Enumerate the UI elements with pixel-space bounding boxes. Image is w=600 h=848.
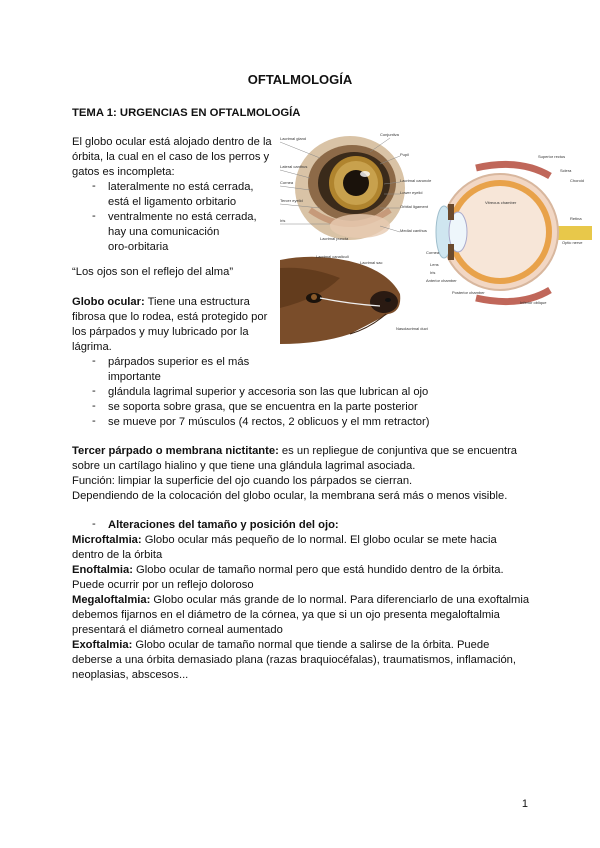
bullet-dash: -: [92, 355, 96, 367]
quote: “Los ojos son el reflejo del alma”: [72, 266, 234, 278]
figure-label: Lateral canthus: [280, 164, 308, 169]
eye-anatomy-figure: [280, 128, 592, 348]
term-line: [72, 593, 529, 608]
figure-label: Orbital ligament: [400, 204, 429, 209]
term: Megaloftalmia:: [72, 594, 151, 606]
figure-label: Medial canthus: [400, 228, 427, 233]
figure-label: Cornea: [280, 180, 294, 185]
bullet-text: hay una comunicación: [108, 226, 220, 238]
term-text: Globo ocular más pequeño de lo normal. El globo ocular se mete hacia: [141, 534, 497, 546]
term: Microftalmia:: [72, 534, 142, 546]
text-line: presentará el diámetro corneal aumentado: [72, 624, 283, 636]
figure-label: Choroid: [570, 178, 585, 183]
figure-label: Pupil: [400, 152, 409, 157]
bullet-dash: -: [92, 518, 96, 530]
tercer-line: Función: limpiar la superficie del ojo cuando los párpados se cierran.: [72, 475, 413, 487]
term-text: Globo ocular de tamaño normal pero que está hundido dentro de la órbita.: [132, 564, 504, 576]
figure-label: Vitreous chamber: [485, 200, 517, 205]
tercer-line: sobre un cartílago hialino y que tiene una glándula lagrimal asociada.: [72, 460, 416, 472]
figure-label: Lacrimal sac: [360, 260, 383, 265]
bullet-text: se mueve por 7 músculos (4 rectos, 2 oblicuos y el mm retractor): [108, 416, 430, 428]
globo-first-line: [72, 295, 250, 310]
page-number: 1: [521, 798, 528, 810]
term-line: [72, 533, 497, 548]
figure-label: Anterior chamber: [426, 278, 457, 283]
term: Exoftalmia:: [72, 639, 133, 651]
figure-label: Nasolacrimal duct: [396, 326, 428, 331]
figure-label: Lacrimal caruncle: [400, 178, 432, 183]
figure-label: Iris: [430, 270, 436, 275]
tercer-first-line: [72, 444, 517, 459]
bullet-text: oro-orbitaria: [108, 241, 169, 253]
globo-line: lágrima.: [72, 341, 112, 353]
figure-label: Tercer eyelid: [280, 198, 303, 203]
figure-label: Inferior oblique: [520, 300, 547, 305]
topic-heading: TEMA 1: URGENCIAS EN OFTALMOLOGÍA: [72, 107, 301, 119]
figure-label: Lens: [430, 262, 439, 267]
intro-line: gatos es incompleta:: [72, 166, 175, 178]
bullet-text: importante: [108, 371, 161, 383]
figure-label: Lacrimal gland: [280, 136, 307, 141]
figure-label: Iris: [280, 218, 286, 223]
globo-text: Tiene una estructura: [144, 296, 250, 308]
globo-line: fibrosa que lo rodea, está protegido por: [72, 311, 268, 323]
bullet-dash: -: [92, 180, 96, 192]
figure-label: Lacrimal canaliculi: [316, 254, 349, 259]
tercer-text: es un repliegue de conjuntiva que se encuentra: [278, 445, 518, 457]
figure-label: Superior rectus: [538, 154, 566, 159]
text-line: Puede ocurrir por un reflejo doloroso: [72, 579, 254, 591]
bullet-text: se soporta sobre grasa, que se encuentra en la parte posterior: [108, 401, 418, 413]
figure-label: Lacrimal puncta: [320, 236, 349, 241]
term: Enoftalmia:: [72, 564, 133, 576]
bullet-text: ventralmente no está cerrada,: [108, 211, 257, 223]
page-title: OFTALMOLOGÍA: [247, 72, 353, 87]
globo-term: Globo ocular:: [72, 296, 145, 308]
dog-head-illustration: [280, 257, 400, 344]
term-line: [72, 563, 504, 578]
figure-label: Sclera: [560, 168, 572, 173]
bullet-text: lateralmente no está cerrada,: [108, 181, 254, 193]
intro-line: El globo ocular está alojado dentro de la: [72, 136, 272, 148]
term-line: [72, 638, 489, 653]
text-line: deberse a una órbita demasiado plana (razas braquiocéfalas), traumatismos, inflamación,: [72, 654, 517, 666]
bullet-dash: -: [92, 400, 96, 412]
intro-line: órbita, la cual en el caso de los perros y: [72, 151, 270, 163]
bullet-dash: -: [92, 415, 96, 427]
text-line: debemos fijarnos en el diámetro de la córnea, ya que si un ojo presenta megaloftalmia: [72, 609, 500, 621]
globo-line: los párpados y muy lubricado por la: [72, 326, 249, 338]
bullet-dash: -: [92, 385, 96, 397]
figure-label: Lower eyelid: [400, 190, 423, 195]
text-line: dentro de la órbita: [72, 549, 163, 561]
figure-label: Retina: [570, 216, 582, 221]
term-text: Globo ocular más grande de lo normal. Para diferenciarlo de una exoftalmia: [150, 594, 530, 606]
eyeball-cross-section: [436, 164, 592, 301]
text-line: neoplasias, abscesos...: [72, 669, 189, 681]
figure-label: Conjuntiva: [380, 132, 399, 137]
term-text: Globo ocular de tamaño normal que tiende a salirse de la órbita. Puede: [132, 639, 490, 651]
figure-label: Optic nerve: [562, 240, 583, 245]
tercer-term: Tercer párpado o membrana nictitante:: [72, 445, 279, 457]
alteraciones-heading: Alteraciones del tamaño y posición del ojo:: [108, 519, 339, 531]
bullet-dash: -: [92, 210, 96, 222]
bullet-text: está el ligamento orbitario: [108, 196, 237, 208]
figure-label: Cornea: [426, 250, 440, 255]
dog-eye-illustration: [295, 136, 405, 240]
figure-label: Posterior chamber: [452, 290, 485, 295]
bullet-text: glándula lagrimal superior y accesoria son las que lubrican al ojo: [108, 386, 429, 398]
tercer-line: Dependiendo de la colocación del globo ocular, la membrana será más o menos visible.: [72, 490, 508, 502]
bullet-text: párpados superior es el más: [108, 356, 250, 368]
